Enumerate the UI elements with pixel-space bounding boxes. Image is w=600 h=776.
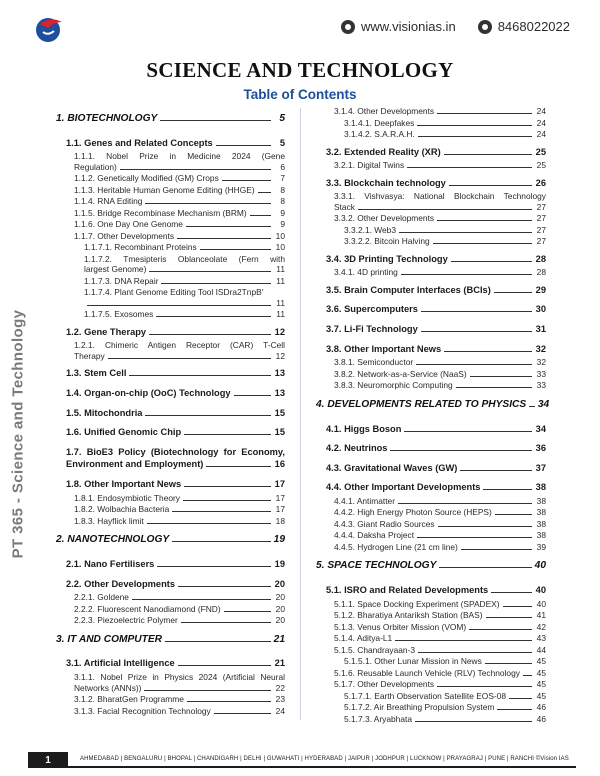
toc-section[interactable]: 4.4. Other Important Developments 38 [326, 482, 546, 493]
toc-entry[interactable]: 1.8.1. Endosymbiotic Theory 17 [74, 492, 285, 503]
toc-entry[interactable]: 3.2.1. Digital Twins 25 [334, 160, 546, 171]
phone-icon [478, 20, 492, 34]
toc-section[interactable]: 4.1. Higgs Boson 34 [326, 423, 546, 434]
toc-entry[interactable]: 1.1.7.2. Tmesipteris Oblanceolate (Fern with largest Genome) 11 [84, 253, 285, 275]
toc-entry[interactable]: 3.4.1. 4D printing 28 [334, 267, 546, 278]
toc-entry[interactable]: 5.1.7.2. Air Breathing Propulsion System 46 [344, 702, 546, 713]
toc-section[interactable]: 1.8. Other Important News 17 [66, 479, 285, 490]
toc-section[interactable]: 3.7. Li-Fi Technology 31 [326, 324, 546, 335]
toc-entry[interactable]: 5.1.4. Aditya-L1 43 [334, 633, 546, 644]
toc-entry[interactable]: 4.4.5. Hydrogen Line (21 cm line) 39 [334, 541, 546, 552]
toc-entry[interactable]: 5.1.2. Bharatiya Antariksh Station (BAS) 41 [334, 610, 546, 621]
toc-entry[interactable]: 1.1.7. Other Developments 10 [74, 230, 285, 241]
toc-entry[interactable]: 1.1.7.3. DNA Repair 11 [84, 275, 285, 286]
toc-entry[interactable]: 2.2.1. Goldene 20 [74, 592, 285, 603]
toc-heading: Table of Contents [243, 87, 357, 102]
page-title: SCIENCE AND TECHNOLOGY [146, 58, 454, 82]
toc-right-column [316, 106, 550, 725]
toc-section[interactable]: 2.2. Other Developments 20 [66, 578, 285, 589]
toc-entry[interactable]: 5.1.5. Chandrayaan-3 44 [334, 644, 546, 655]
toc-section[interactable]: 5.1. ISRO and Related Developments 40 [326, 585, 546, 596]
toc-chapter[interactable]: 4. DEVELOPMENTS RELATED TO PHYSICS 34 [316, 398, 550, 410]
toc-entry[interactable]: 3.3.2. Other Developments 27 [334, 213, 546, 224]
page-footer [28, 752, 576, 768]
toc-chapter[interactable]: 1. BIOTECHNOLOGY 5 [56, 113, 285, 124]
toc-entry[interactable]: 1.1.6. One Day One Genome 9 [74, 219, 285, 230]
toc-chapter[interactable]: 2. NANOTECHNOLOGY 19 [56, 534, 285, 546]
toc-section[interactable]: 4.3. Gravitational Waves (GW) 37 [326, 462, 546, 473]
toc-entry[interactable]: 1.1.1. Nobel Prize in Medicine 2024 (Gene Regulation) 6 [74, 151, 285, 172]
header-contact [341, 19, 570, 34]
toc-entry[interactable]: 4.4.4. Daksha Project 38 [334, 530, 546, 541]
footer-cities: AHMEDABAD | BENGALURU | BHOPAL | CHANDIGARH | DELHI | GUWAHATI | HYDERABAD | JAIPUR | JODHPUR | LUCKNOW | PRAYAGRAJ | PUNE | RANCHI ©Vision IAS [68, 752, 576, 768]
vision-ias-logo-icon [34, 14, 64, 44]
toc-section[interactable]: 3.2. Extended Reality (XR) 25 [326, 146, 546, 157]
toc-section[interactable]: 2.1. Nano Fertilisers 19 [66, 558, 285, 569]
toc-section[interactable]: 1.7. BioE3 Policy (Biotechnology for Economy, Environment and Employment) 16 [66, 446, 285, 469]
toc-entry[interactable]: 2.2.2. Fluorescent Nanodiamond (FND) 20 [74, 603, 285, 614]
toc-entry[interactable]: 3.3.2.2. Bitcoin Halving 27 [344, 236, 546, 247]
page-number: 1 [28, 752, 68, 768]
toc-entry[interactable]: 1.8.2. Wolbachia Bacteria 17 [74, 504, 285, 515]
phone-number[interactable]: 8468022022 [497, 19, 570, 34]
toc-section[interactable]: 1.6. Unified Genomic Chip 15 [66, 427, 285, 438]
column-divider [300, 108, 301, 720]
toc-entry[interactable]: 5.1.7.3. Aryabhata 46 [344, 713, 546, 724]
toc-entry[interactable]: 4.4.1. Antimatter 38 [334, 495, 546, 506]
toc-section[interactable]: 3.1. Artificial Intelligence 21 [66, 658, 285, 669]
toc-entry[interactable]: 1.8.3. Hayflick limit 18 [74, 515, 285, 526]
side-label: PT 365 - Science and Technology [9, 309, 27, 559]
website-link[interactable]: www.visionias.in [361, 19, 456, 34]
toc-entry[interactable]: 1.1.4. RNA Editing 8 [74, 196, 285, 207]
toc-entry[interactable]: 3.1.3. Facial Recognition Technology 24 [74, 705, 285, 716]
toc-section[interactable]: 3.8. Other Important News 32 [326, 343, 546, 354]
toc-section[interactable]: 4.2. Neutrinos 36 [326, 443, 546, 454]
toc-entry[interactable]: 3.1.4. Other Developments 24 [334, 106, 546, 116]
toc-entry[interactable]: 1.1.7.1. Recombinant Proteins 10 [84, 242, 285, 253]
toc-entry[interactable]: 1.1.3. Heritable Human Genome Editing (HHGE) 8 [74, 184, 285, 195]
toc-entry[interactable]: 3.1.2. BharatGen Programme 23 [74, 694, 285, 705]
toc-section[interactable]: 3.3. Blockchain technology 26 [326, 177, 546, 188]
toc-section[interactable]: 1.5. Mitochondria 15 [66, 407, 285, 418]
toc-entry[interactable]: 3.3.2.1. Web3 27 [344, 224, 546, 235]
toc-entry[interactable]: 4.4.2. High Energy Photon Source (HEPS) 38 [334, 507, 546, 518]
toc-section[interactable]: 3.5. Brain Computer Interfaces (BCIs) 29 [326, 284, 546, 295]
toc-entry[interactable]: 3.1.1. Nobel Prize in Physics 2024 (Artificial Neural Networks (ANNs)) 22 [74, 672, 285, 693]
toc-entry[interactable]: 5.1.7. Other Developments 45 [334, 679, 546, 690]
toc-chapter[interactable]: 5. SPACE TECHNOLOGY 40 [316, 560, 546, 572]
toc-entry[interactable]: 3.8.3. Neuromorphic Computing 33 [334, 380, 546, 391]
toc-entry[interactable]: 5.1.3. Venus Orbiter Mission (VOM) 42 [334, 621, 546, 632]
toc-entry[interactable]: 5.1.5.1. Other Lunar Mission in News 45 [344, 656, 546, 667]
toc-entry[interactable]: 1.1.5. Bridge Recombinase Mechanism (BRM) 9 [74, 207, 285, 218]
toc-entry[interactable]: 3.1.4.1. Deepfakes 24 [344, 117, 546, 128]
toc-entry[interactable]: 5.1.1. Space Docking Experiment (SPADEX) 40 [334, 598, 546, 609]
toc-section[interactable]: 3.4. 3D Printing Technology 28 [326, 253, 546, 264]
toc-entry[interactable]: 4.4.3. Giant Radio Sources 38 [334, 518, 546, 529]
toc-entry[interactable]: 3.8.1. Semiconductor 32 [334, 357, 546, 368]
toc-section[interactable]: 1.4. Organ-on-chip (OoC) Technology 13 [66, 388, 285, 399]
toc-entry[interactable]: 1.1.7.4. Plant Genome Editing Tool ISDra2TnpB' 11 [84, 287, 285, 308]
toc-left-column [56, 106, 285, 717]
toc-entry[interactable]: 1.1.2. Genetically Modified (GM) Crops 7 [74, 173, 285, 184]
toc-entry[interactable]: 2.2.3. Piezoelectric Polymer 20 [74, 615, 285, 626]
globe-icon [341, 20, 355, 34]
toc-entry[interactable]: 1.1.7.5. Exosomes 11 [84, 309, 285, 320]
toc-section[interactable]: 1.2. Gene Therapy 12 [66, 326, 285, 337]
toc-section[interactable]: 1.1. Genes and Related Concepts 5 [66, 137, 285, 148]
toc-entry[interactable]: 1.2.1. Chimeric Antigen Receptor (CAR) T-Cell Therapy 12 [74, 340, 285, 361]
toc-entry[interactable]: 3.1.4.2. S.A.R.A.H. 24 [344, 129, 546, 139]
toc-section[interactable]: 1.3. Stem Cell 13 [66, 368, 285, 379]
toc-entry[interactable]: 3.8.2. Network-as-a-Service (NaaS) 33 [334, 368, 546, 379]
toc-entry[interactable]: 5.1.7.1. Earth Observation Satellite EOS-08 45 [344, 690, 546, 701]
toc-entry[interactable]: 3.3.1. Vishvasya: National Blockchain Technology Stack 27 [334, 191, 546, 212]
toc-entry[interactable]: 5.1.6. Reusable Launch Vehicle (RLV) Technology 45 [334, 667, 546, 678]
toc-chapter[interactable]: 3. IT AND COMPUTER 21 [56, 633, 285, 645]
toc-section[interactable]: 3.6. Supercomputers 30 [326, 304, 546, 315]
